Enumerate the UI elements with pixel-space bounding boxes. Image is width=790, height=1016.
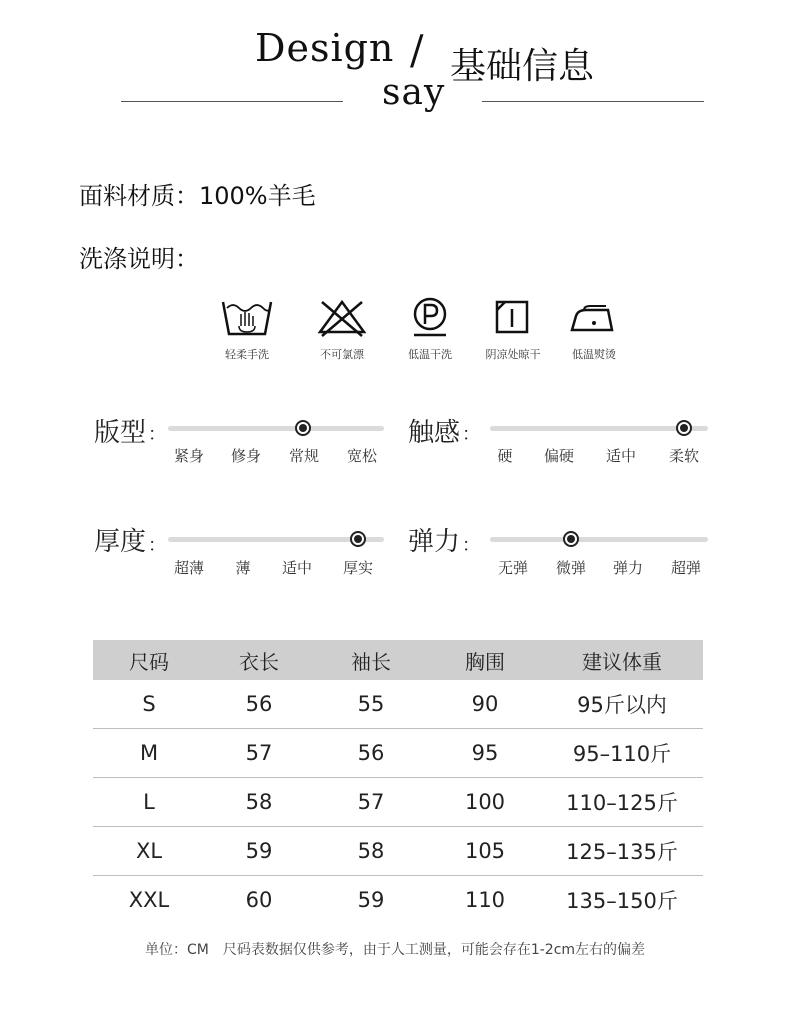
table-row: [93, 827, 703, 876]
table-cell: 60: [245, 888, 273, 912]
header-say-word: say: [382, 72, 446, 113]
fit-option: 修身: [230, 447, 262, 465]
table-cell: 95: [471, 741, 499, 765]
table-cell: 90: [471, 692, 499, 716]
table-cell: 95斤以内: [577, 693, 667, 717]
table-cell: 58: [245, 790, 273, 814]
care-item-hand-wash: [202, 296, 292, 362]
elasticity-colon: ：: [462, 535, 480, 556]
table-cell: XXL: [128, 888, 170, 912]
no-bleach-icon: [314, 296, 370, 338]
low-temp-iron-icon: [566, 296, 622, 338]
care-item-no-bleach: [297, 296, 387, 362]
table-cell: 58: [357, 839, 385, 863]
table-header-cell: 衣长: [239, 649, 279, 674]
fit-option: 宽松: [346, 447, 378, 465]
material-label: 面料材质：100%羊毛: [79, 182, 316, 210]
gentle-hand-wash-icon: [219, 296, 275, 338]
table-cell: 105: [464, 839, 506, 863]
size-footnote: 单位：CM 尺码表数据仅供参考，由于人工测量，可能会存在1-2cm左右的偏差: [144, 942, 646, 958]
table-cell: 125–135斤: [566, 840, 678, 864]
thickness-indicator: [350, 531, 366, 547]
thickness-option: 超薄: [173, 559, 205, 577]
care-label: 阴凉处晾干: [485, 348, 541, 361]
care-label: 低温干洗: [408, 348, 452, 361]
thickness-colon: ：: [148, 535, 166, 556]
table-cell: 110–125斤: [566, 791, 678, 815]
touch-option: 柔软: [668, 447, 700, 465]
line-dry-shade-icon: [485, 296, 541, 338]
washing-label: 洗涤说明：: [79, 245, 199, 273]
table-cell: L: [143, 790, 155, 814]
table-cell: 95–110斤: [572, 742, 672, 766]
care-item-dry-clean: [385, 296, 475, 362]
table-row: [93, 680, 703, 729]
dry-clean-p-icon: [402, 296, 458, 338]
elasticity-track: [490, 537, 708, 542]
care-item-iron: [549, 296, 639, 362]
table-header-row: [93, 640, 703, 680]
thickness-option: 厚实: [342, 559, 374, 577]
elasticity-option: 超弹: [670, 559, 702, 577]
thickness-option: 薄: [235, 559, 251, 577]
table-cell: XL: [135, 839, 163, 863]
elasticity-option: 微弹: [555, 559, 587, 577]
thickness-option: 适中: [281, 559, 313, 577]
table-header-cell: 胸围: [465, 649, 505, 674]
fit-option: 紧身: [173, 447, 205, 465]
care-label: 不可氯漂: [320, 348, 364, 361]
table-cell: 100: [464, 790, 506, 814]
table-cell: 55: [357, 692, 385, 716]
table-header-cell: 袖长: [351, 649, 391, 674]
care-item-line-dry: [468, 296, 558, 362]
header-left-divider: [121, 101, 343, 102]
fit-title: 版型: [94, 418, 147, 448]
elasticity-option: 弹力: [612, 559, 644, 577]
table-cell: 59: [245, 839, 273, 863]
touch-option: 适中: [605, 447, 637, 465]
table-row: [93, 876, 703, 924]
header-right-divider: [482, 101, 704, 102]
elasticity-option: 无弹: [497, 559, 529, 577]
touch-colon: ：: [462, 424, 480, 445]
touch-option: 硬: [497, 447, 513, 465]
table-cell: 57: [245, 741, 273, 765]
thickness-title: 厚度: [94, 527, 147, 557]
table-cell: 56: [357, 741, 385, 765]
header-design-word: Design: [255, 26, 395, 70]
care-label: 低温熨烫: [572, 348, 616, 361]
fit-track: [168, 426, 384, 431]
elasticity-title: 弹力: [408, 527, 461, 557]
header-title: 基础信息: [450, 46, 595, 87]
touch-indicator: [676, 420, 692, 436]
table-cell: 110: [464, 888, 506, 912]
touch-option: 偏硬: [543, 447, 575, 465]
table-header-cell: 尺码: [129, 649, 169, 674]
size-table: [93, 640, 703, 924]
table-cell: S: [142, 692, 156, 716]
header-slash: /: [410, 28, 424, 74]
table-row: [93, 778, 703, 827]
table-cell: M: [139, 741, 159, 765]
table-cell: 56: [245, 692, 273, 716]
touch-title: 触感: [408, 418, 461, 448]
table-cell: 59: [357, 888, 385, 912]
table-cell: 57: [357, 790, 385, 814]
care-label: 轻柔手洗: [225, 348, 269, 361]
fit-colon: ：: [148, 424, 166, 445]
table-cell: 135–150斤: [566, 889, 678, 913]
table-header-cell: 建议体重: [582, 649, 662, 674]
fit-option: 常规: [288, 447, 320, 465]
table-row: [93, 729, 703, 778]
elasticity-indicator: [563, 531, 579, 547]
fit-indicator: [295, 420, 311, 436]
